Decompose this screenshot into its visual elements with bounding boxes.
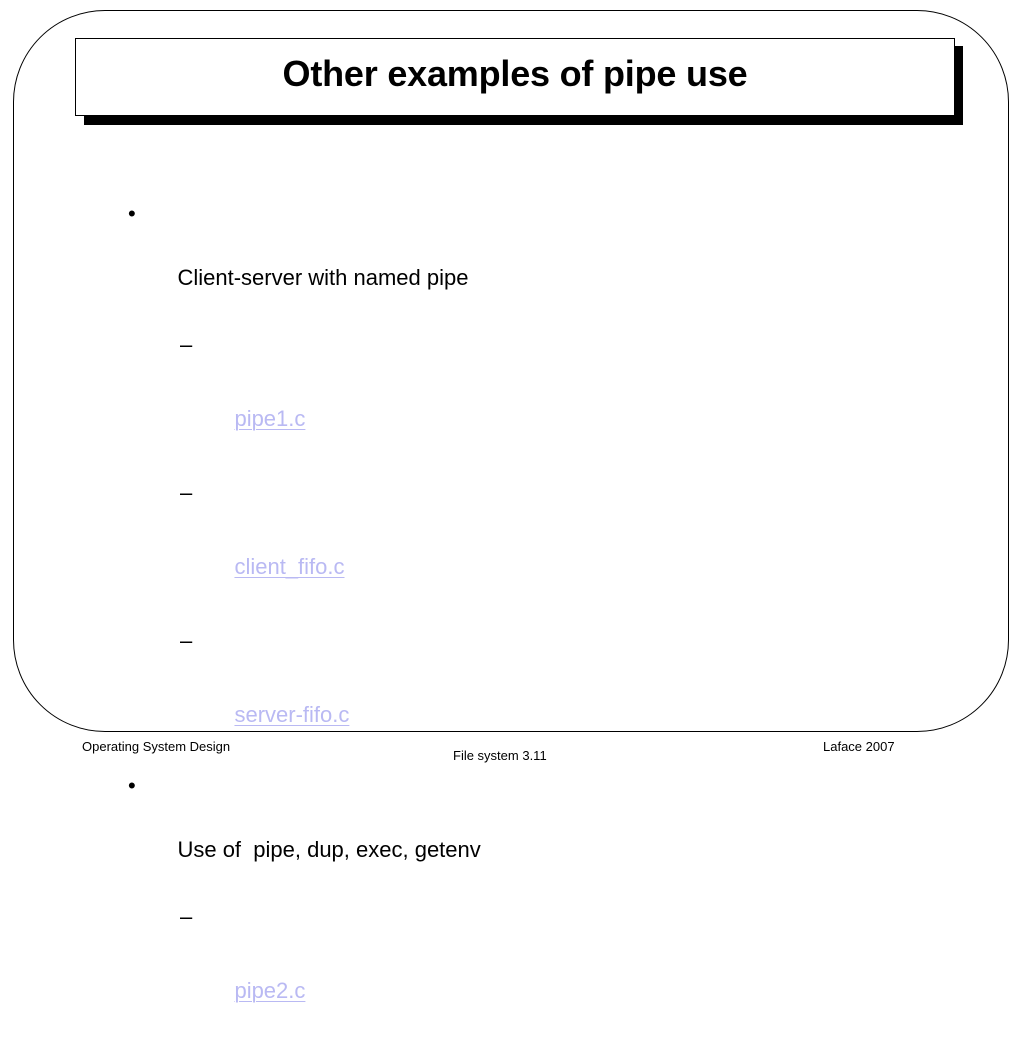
dash-marker: – — [180, 628, 193, 653]
dash-marker: – — [180, 480, 193, 505]
sub-item — [128, 326, 828, 474]
footer-slide-number: File system 3.11 — [453, 748, 547, 763]
footer-course: Operating System Design — [82, 739, 231, 754]
dash-marker: – — [180, 332, 193, 357]
bullet-marker: • — [128, 773, 136, 798]
bullet-item — [128, 770, 828, 898]
file-link-server-fifo[interactable]: server-fifo.c — [234, 702, 350, 727]
file-link-client-fifo[interactable]: client_fifo.c — [234, 554, 345, 579]
title-box — [75, 38, 955, 116]
sub-item — [128, 474, 828, 622]
bullet-item — [128, 198, 828, 326]
file-link-pipe2[interactable]: pipe2.c — [234, 978, 306, 1003]
footer-author: Laface 2007 — [823, 739, 895, 754]
slide-title: Other examples of pipe use — [282, 52, 748, 94]
bullet-text: Use of pipe, dup, exec, getenv — [177, 837, 481, 862]
bullet-text: Client-server with named pipe — [177, 265, 469, 290]
file-link-pipe1[interactable]: pipe1.c — [234, 406, 306, 431]
bullet-marker: • — [128, 201, 136, 226]
slide-content — [128, 198, 828, 1046]
sub-item — [128, 898, 828, 1046]
dash-marker: – — [180, 904, 193, 929]
